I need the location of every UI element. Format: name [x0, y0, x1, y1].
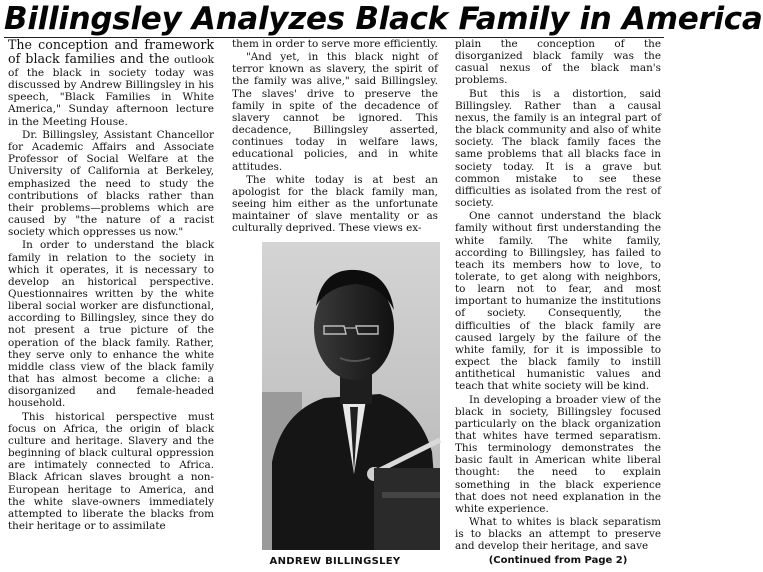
paragraph: The white today is at best an apologist for the black family man, seeing him either as the unfortunate maintainer of slave mentality or as culturally deprived. These views ex- [232, 173, 438, 235]
article-column-middle [232, 38, 438, 235]
lede-large-text: The conception and framework of black families and the [8, 37, 214, 67]
lede-text: outlook of the black in society today was discussed by Andrew Billingsley in his speech, "Black Families in White America," Sunday afternoon lecture in the Meeting House. [8, 54, 214, 128]
paragraph: plain the conception of the disorganized black family was the casual nexus of the black man's problems. [455, 38, 661, 87]
paragraph: In developing a broader view of the black in society, Billingsley focused particularly on the black organization that whites have termed separatism. This terminology demonstrates the basic fault in American white liberal thought: the need to explain something in the black experience that does not need explanation in the white experience. [455, 393, 661, 515]
paragraph: One cannot understand the black family without first understanding the white family. The white family, according to Billingsley, has failed to teach its members how to love, to tolerate, to get along with neighbors, to learn not to fear, and most important to humanize the institutions of society. Consequently, the difficulties of the black family are caused largely by the failure of the white family, for it is impossible to expect the black family to instill antithetical humanistic values and teach that white society will be kind. [455, 210, 661, 393]
article-column-left [8, 38, 214, 532]
paragraph: Dr. Billingsley, Assistant Chancellor for Academic Affairs and Associate Professor of Social Welfare at the University of California at Berkeley, emphasized the need to study the contributions of blacks rather than their problems—problems which are caused by "the nature of a racist society which oppresses us now." [8, 128, 214, 239]
paragraph: But this is a distortion, said Billingsley. Rather than a causal nexus, the family is an integral part of the black community and also of white society. The black family faces the same problems that all blacks face in society today. It is a grave but common mistake to see these difficulties as isolated from the rest of society. [455, 87, 661, 210]
headline: Billingsley Analyzes Black Family in America [4, 1, 763, 37]
paragraph: them in order to serve more efficiently. [232, 38, 438, 50]
paragraph: What to whites is black separatism is to blacks an attempt to preserve and develop their heritage, and save [455, 516, 661, 553]
paragraph: In order to understand the black family in relation to the society in which it operates, it is necessary to develop an historical perspective. Questionnaires written by the white liberal social worker are disfunctional, according to Billingsley, since they do not present a true picture of the operation of the black family. Rather, they serve only to enhance the white middle class view of the black family that has almost become a cliche: a disorganized and female-headed household. [8, 239, 214, 410]
lede-paragraph [8, 38, 214, 128]
article-column-right [455, 38, 661, 567]
paragraph: This historical perspective must focus on Africa, the origin of black culture and heritage. Slavery and the beginning of black cultural oppression are intimately connected to Africa. Black African slaves brought a non-European heritage to America, and the white slave-owners immediately attempted to liberate the blacks from their heritage or to assimilate [8, 410, 214, 532]
continuation-note: (Continued from Page 2) [488, 554, 628, 566]
portrait-photo [262, 242, 440, 550]
paragraph: "And yet, in this black night of terror known as slavery, the spirit of the family was alive," said Billingsley. The slaves' drive to preserve the family in spite of the decadence of slavery cannot be ignored. This decadence, Billingsley asserted, continues today in welfare laws, educational policies, and in white attitudes. [232, 51, 438, 173]
photo-caption: ANDREW BILLINGSLEY [269, 556, 401, 567]
